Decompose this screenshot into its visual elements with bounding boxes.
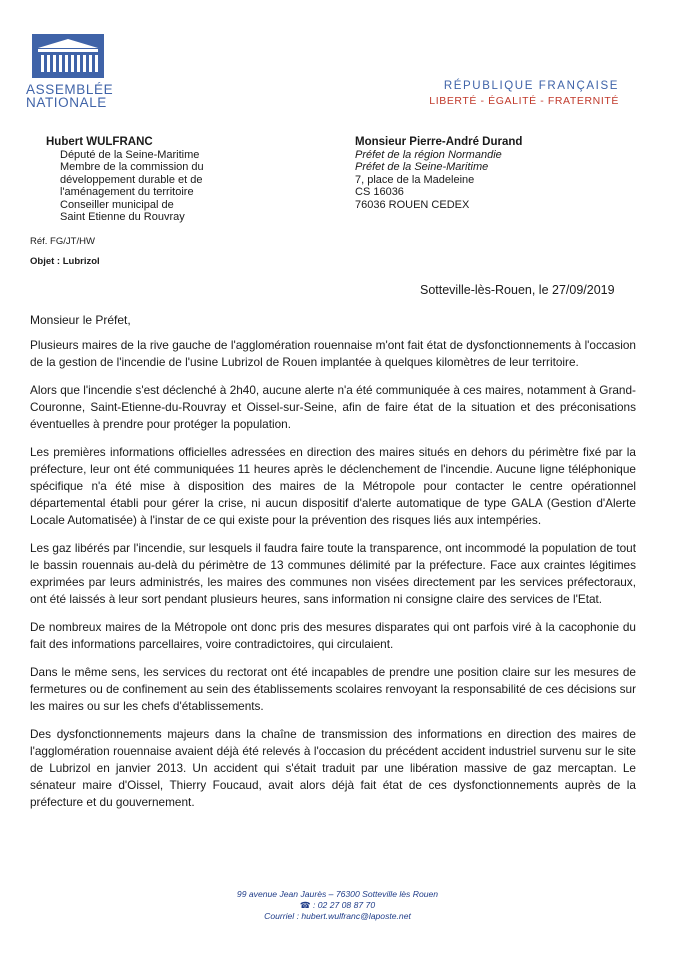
republic-header — [429, 80, 619, 107]
subject-value: Lubrizol — [62, 256, 100, 267]
republic-motto: LIBERTÉ - ÉGALITÉ - FRATERNITÉ — [429, 95, 619, 107]
recipient-title: Préfet de la région Normandie — [355, 148, 502, 161]
recipient-address-line: 76036 ROUEN CEDEX — [355, 198, 470, 211]
subject-line — [30, 256, 100, 267]
footer-address: 99 avenue Jean Jaurès – 76300 Sotteville lès Rouen — [236, 889, 439, 899]
footer — [0, 889, 675, 922]
dateline: Sotteville-lès-Rouen, le 27/09/2019 — [420, 283, 615, 297]
paragraph: De nombreux maires de la Métropole ont donc pris des mesures disparates qui ont parfois viré à la cacophonie du fait des informations parcellaires, voire contradictoires, qui circulaient. — [30, 620, 636, 651]
footer-email: Courriel : hubert.wulfranc@laposte.net — [264, 911, 411, 921]
hemicycle-logo-icon — [32, 34, 104, 78]
logo-line-1: ASSEMBLÉE — [26, 82, 114, 97]
paragraph: Les premières informations officielles adressées en direction des maires situés en dehors du périmètre fixé par la préfecture, leur ont été communiquées 11 heures après le déclenchement de l'incendie. Aucune ligne téléphonique spécifique n'a été mise à disposition des maires de la Métropole pour contacter le centre opérationnel départemental établi pour gérer la crise, ni aucun dispositif d'alerte automatique de type GALA (Gestion d'Alerte Locale Automatisée) à l'instar de ce qui existe pour la prévention des risques liés aux intempéries. — [30, 445, 636, 527]
paragraph: Plusieurs maires de la rive gauche de l'agglomération rouennaise m'ont fait état de dysfonctionnements à l'occasion de la gestion de l'incendie de l'usine Lubrizol de Rouen implantée à quelques kilomètres de leur territoire. — [30, 338, 636, 369]
sender-line: développement durable et de — [60, 173, 203, 186]
sender-line: Conseiller municipal de — [60, 198, 174, 211]
sender-line: Membre de la commission du — [60, 161, 204, 173]
recipient-address-line: CS 16036 — [355, 186, 404, 198]
republic-title: RÉPUBLIQUE FRANÇAISE — [443, 80, 619, 92]
recipient-name: Monsieur Pierre-André Durand — [355, 136, 523, 148]
recipient-title: Préfet de la Seine-Maritime — [355, 161, 489, 173]
paragraph: Dans le même sens, les services du rectorat ont été incapables de prendre une position claire sur les mesures de fermetures ou de confinement au sein des établissements scolaires renvoyant la responsabilité de ces décisions sur les maires ou sur les chefs d'établissements. — [30, 665, 636, 713]
paragraph: Les gaz libérés par l'incendie, sur lesquels il faudra faire toute la transparence, ont incommodé la population de tout le bassin rouennais au-delà du périmètre de 13 communes délimité par la préfecture. Face aux craintes légitimes exprimées par leurs administrés, les maires des communes non visées directement par les services préfectoraux, ont été laissés à leur sort pendant plusieurs heures, sans information ni consigne claire des services de l'Etat. — [30, 541, 636, 606]
sender-block — [46, 136, 236, 224]
letter-body — [30, 337, 636, 822]
paragraph: Des dysfonctionnements majeurs dans la chaîne de transmission des informations en direction des maires de l'agglomération rouennaise avaient déjà été relevés à l'occasion du précédent accident industriel survenu sur le site de Lubrizol en janvier 2013. Un accident qui s'était traduit par une libération massive de gaz mercaptan. Le sénateur maire d'Oissel, Thierry Foucaud, avait alors déjà fait état de ces dysfonctionnements auprès de la préfecture et du gouvernement. — [30, 727, 636, 809]
sender-name: Hubert WULFRANC — [46, 136, 153, 148]
sender-line: Député de la Seine-Maritime — [60, 148, 200, 161]
assemblee-nationale-logo — [26, 34, 112, 109]
recipient-block — [355, 136, 615, 211]
subject-label: Objet : — [30, 256, 61, 267]
sender-line: l'aménagement du territoire — [60, 186, 194, 198]
reference: Réf. FG/JT/HW — [30, 236, 95, 247]
recipient-address-line: 7, place de la Madeleine — [355, 173, 475, 186]
salutation: Monsieur le Préfet, — [30, 313, 131, 327]
footer-phone: ☎ : 02 27 08 87 70 — [299, 900, 376, 910]
sender-line: Saint Etienne du Rouvray — [60, 211, 185, 223]
logo-line-2: NATIONALE — [26, 95, 107, 110]
paragraph: Alors que l'incendie s'est déclenché à 2h40, aucune alerte n'a été communiquée à ces maires, notamment à Grand-Couronne, Saint-Etienne-du-Rouvray et Oissel-sur-Seine, afin de faire état de la situation et des préconisations éventuelles à prendre pour protéger la population. — [30, 383, 636, 431]
